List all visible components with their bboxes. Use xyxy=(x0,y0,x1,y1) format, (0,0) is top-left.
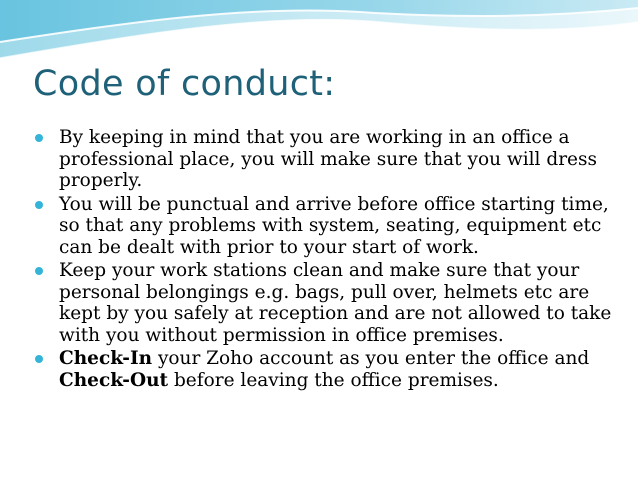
bullet-dot-icon xyxy=(35,355,43,363)
slide-title: Code of conduct: xyxy=(33,64,336,104)
bullet-text: By keeping in mind that you are working in an office a professional place, you will make sure that you will dress properly. xyxy=(59,127,597,191)
check-out-label: Check-Out xyxy=(59,369,169,391)
bullet-text: your Zoho account as you enter the office and xyxy=(152,348,590,369)
bullet-item-punctuality xyxy=(33,194,623,259)
bullet-list xyxy=(33,127,623,393)
header-wave-decoration xyxy=(0,0,638,70)
bullet-dot-icon xyxy=(35,134,43,142)
bullet-text: before leaving the office premises. xyxy=(168,369,499,391)
bullet-text: Keep your work stations clean and make sure that your personal belongings e.g. bags, pull over, helmets etc are kept by you safely at reception and are not allowed to take with you without permission in office premises. xyxy=(59,260,612,346)
bullet-dot-icon xyxy=(35,201,43,209)
bullet-dot-icon xyxy=(35,267,43,275)
bullet-text: You will be punctual and arrive before office starting time, so that any problems with system, seating, equipment etc can be dealt with prior to your start of work. xyxy=(59,193,609,258)
bullet-item-check-in-out xyxy=(33,348,623,391)
bullet-item-workstation xyxy=(33,260,623,346)
bullet-item-dress-code xyxy=(33,127,623,192)
check-in-label: Check-In xyxy=(59,348,153,369)
